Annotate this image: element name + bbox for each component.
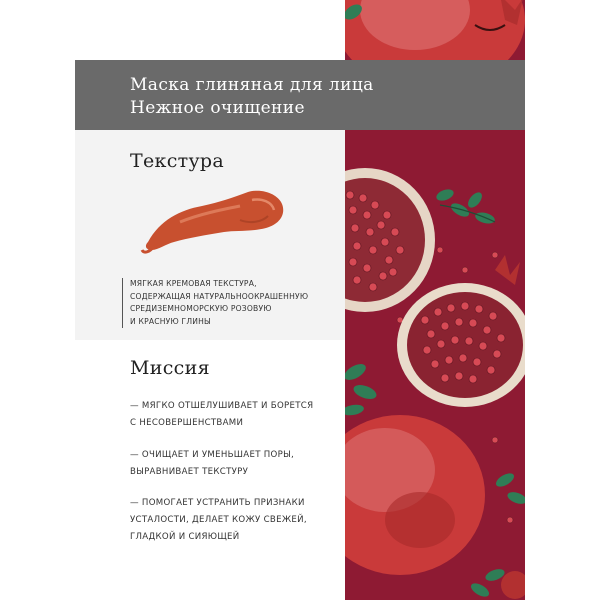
texture-description-line: СОДЕРЖАЩАЯ НАТУРАЛЬНООКРАШЕННУЮ [130, 291, 309, 301]
texture-heading: Текстура [130, 150, 225, 172]
mission-item [130, 495, 345, 546]
mission-line: ГЛАДКОЙ И СИЯЮЩЕЙ [130, 532, 240, 542]
mission-line: ВЫРАВНИВАЕТ ТЕКСТУРУ [130, 467, 249, 477]
mission-line: УСТАЛОСТИ, ДЕЛАЕТ КОЖУ СВЕЖЕЙ, [130, 515, 307, 525]
mission-line: — ОЧИЩАЕТ И УМЕНЬШАЕТ ПОРЫ, [130, 450, 294, 460]
product-subtitle: Нежное очищение [130, 98, 305, 118]
texture-description-line: МЯГКАЯ КРЕМОВАЯ ТЕКСТУРА, [130, 279, 257, 288]
texture-description [122, 278, 345, 328]
mission-line: С НЕСОВЕРШЕНСТВАМИ [130, 418, 244, 428]
product-title: Маска глиняная для лица [130, 75, 374, 95]
mission-line: — МЯГКО ОТШЕЛУШИВАЕТ И БОРЕТСЯ [130, 401, 314, 411]
texture-description-line: СРЕДИЗЕМНОМОРСКУЮ РОЗОВУЮ [130, 304, 272, 313]
mission-line: — ПОМОГАЕТ УСТРАНИТЬ ПРИЗНАКИ [130, 498, 305, 508]
mission-item [130, 447, 345, 481]
texture-description-line: И КРАСНУЮ ГЛИНЫ [130, 316, 211, 326]
mission-item [130, 398, 345, 432]
clay-texture-swatch [140, 180, 290, 255]
mission-heading: Миссия [130, 357, 210, 379]
